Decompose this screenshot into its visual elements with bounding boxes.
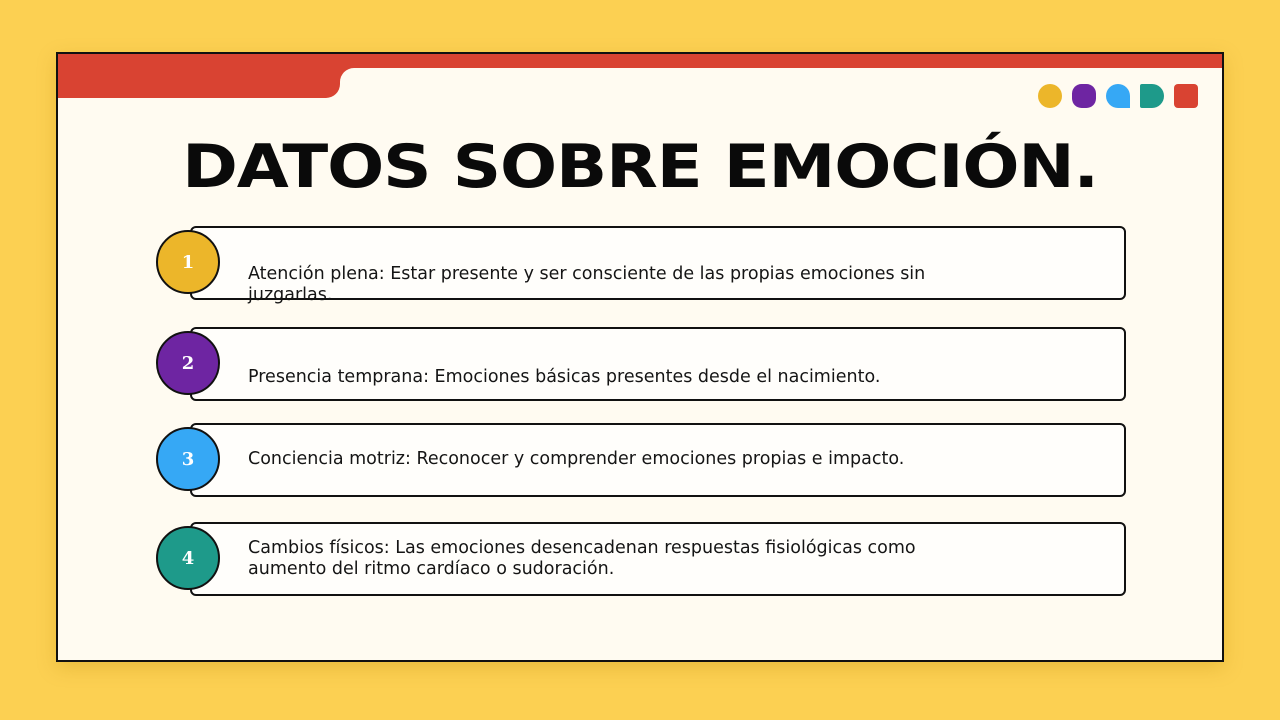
fact-text: Cambios físicos: Las emociones desencadenan respuestas fisiológicas como aumento del ritmo cardíaco o sudoración. xyxy=(248,538,916,579)
number-badge: 3 xyxy=(156,427,220,491)
fact-item-1 xyxy=(156,226,1126,305)
fact-item-4 xyxy=(156,522,1126,596)
decor-shapes xyxy=(1038,84,1198,108)
purple-flower-icon xyxy=(1072,84,1096,108)
slide-title: DATOS SOBRE EMOCIÓN. xyxy=(182,132,1098,202)
number-badge: 4 xyxy=(156,526,220,590)
fact-text: Presencia temprana: Emociones básicas presentes desde el nacimiento. xyxy=(248,367,881,387)
slide xyxy=(56,52,1224,662)
teal-d-icon xyxy=(1140,84,1164,108)
fact-text: Atención plena: Estar presente y ser consciente de las propias emociones sin juzgarlas. xyxy=(248,264,926,305)
blue-drop-icon xyxy=(1106,84,1130,108)
fact-item-2 xyxy=(156,327,1126,401)
red-square-icon xyxy=(1174,84,1198,108)
number-badge: 2 xyxy=(156,331,220,395)
top-accent-tab xyxy=(58,54,340,98)
yellow-circle-icon xyxy=(1038,84,1062,108)
fact-card xyxy=(190,327,1126,401)
fact-item-3 xyxy=(156,423,1126,497)
top-accent-notch xyxy=(340,68,360,88)
number-badge: 1 xyxy=(156,230,220,294)
fact-text: Conciencia motriz: Reconocer y comprender emociones propias e impacto. xyxy=(248,449,905,469)
